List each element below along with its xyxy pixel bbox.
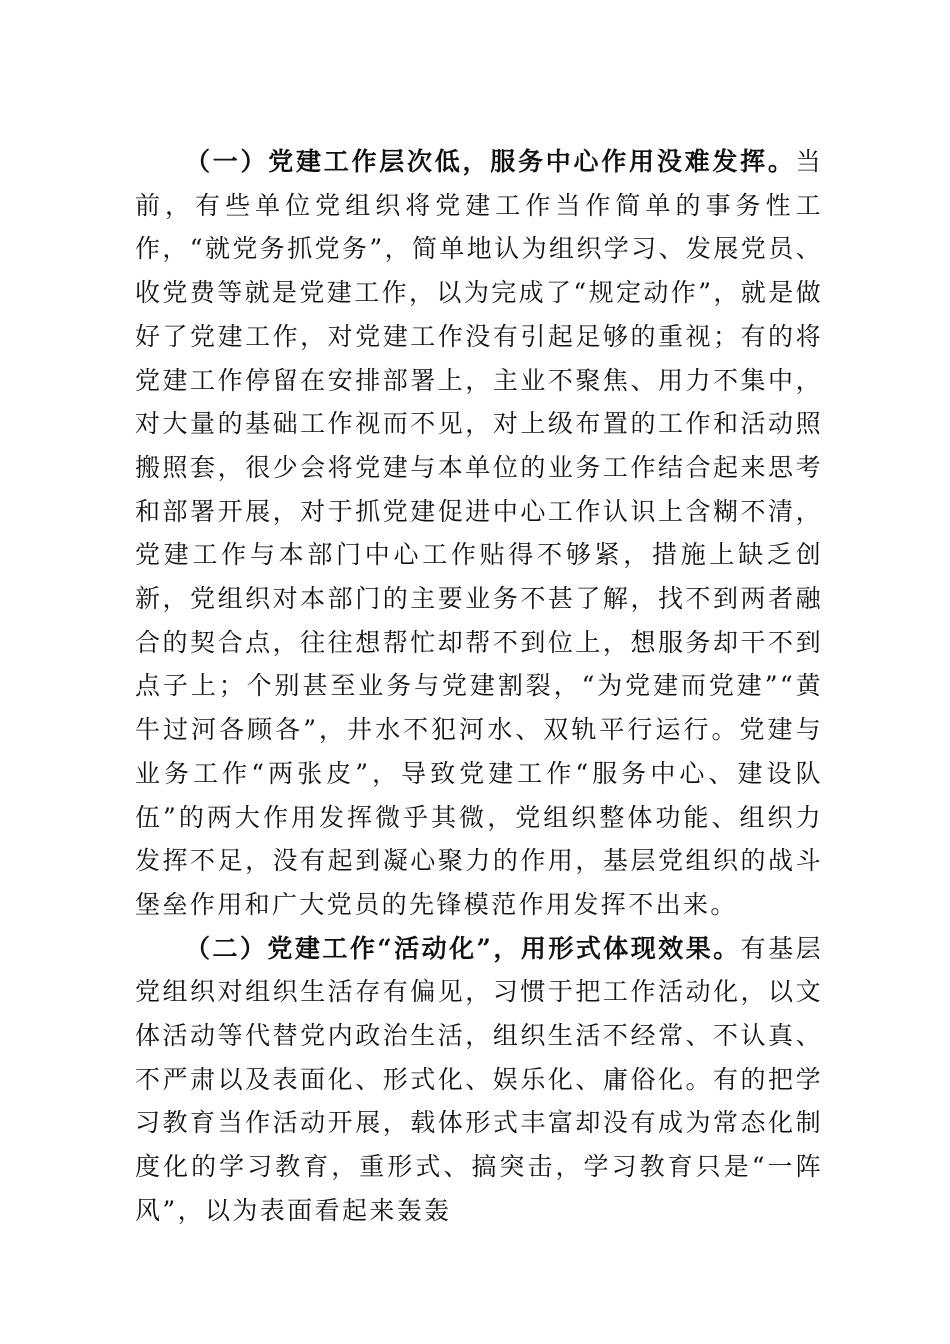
document-body [135,140,823,1233]
paragraph-1-text: 当前，有些单位党组织将党建工作当作简单的事务性工作，“就党务抓党务”，简单地认为组织学习、发展党员、收党费等就是党建工作，以为完成了“规定动作”，就是做好了党建工作，对党建工作没有引起足够的重视；有的将党建工作停留在安排部署上，主业不聚焦、用力不集中，对大量的基础工作视而不见，对上级布置的工作和活动照搬照套，很少会将党建与本单位的业务工作结合起来思考和部署开展，对于抓党建促进中心工作认识上含糊不清，党建工作与本部门中心工作贴得不够紧，措施上缺乏创新，党组织对本部门的主要业务不甚了解，找不到两者融合的契合点，往往想帮忙却帮不到位上，想服务却干不到点子上；个别甚至业务与党建割裂，“为党建而党建”“黄牛过河各顾各”，井水不犯河水、双轨平行运行。党建与业务工作“两张皮”，导致党建工作“服务中心、建设队伍”的两大作用发挥微乎其微，党组织整体功能、组织力发挥不足，没有起到凝心聚力的作用，基层党组织的战斗堡垒作用和广大党员的先锋模范作用发挥不出来。 [135,147,823,919]
paragraph-2-text: 有基层党组织对组织生活存有偏见，习惯于把工作活动化，以文体活动等代替党内政治生活，组织生活不经常、不认真、不严肃以及表面化、形式化、娱乐化、庸俗化。有的把学习教育当作活动开展，载体形式丰富却没有成为常态化制度化的学习教育，重形式、搞突击，学习教育只是“一阵风”，以为表面看起来轰轰 [135,933,823,1225]
paragraph-2 [135,927,823,1233]
paragraph-1-heading: （一）党建工作层次低，服务中心作用没难发挥。 [185,147,796,176]
paragraph-1 [135,140,823,927]
paragraph-2-heading: （二）党建工作“活动化”，用形式体现效果。 [185,933,741,963]
